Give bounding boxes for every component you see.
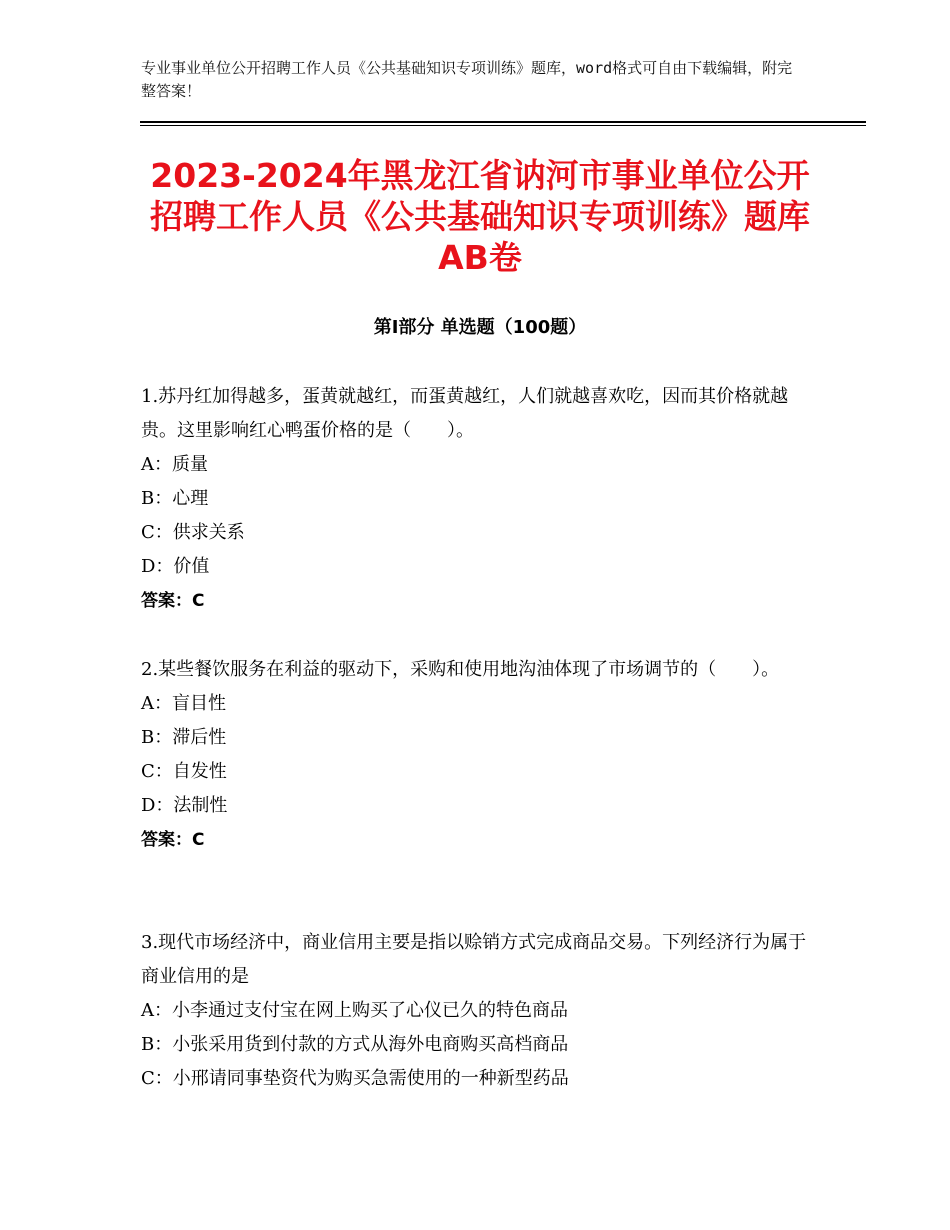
option-a: A：质量 xyxy=(141,454,208,475)
header-note: 专业事业单位公开招聘工作人员《公共基础知识专项训练》题库，word格式可自由下载编辑，附完整答案！ xyxy=(141,59,793,100)
document-title: 2023-2024年黑龙江省讷河市事业单位公开招聘工作人员《公共基础知识专项训练》题库AB卷 xyxy=(150,156,810,277)
header-divider-thick xyxy=(140,121,866,123)
answer: 答案：C xyxy=(141,830,205,850)
question-stem: 3.现代市场经济中，商业信用主要是指以赊销方式完成商品交易。下列经济行为属于商业信用的是 xyxy=(141,932,807,987)
question-1 xyxy=(141,380,821,618)
option-c: C：小邢请同事垫资代为购买急需使用的一种新型药品 xyxy=(141,1068,569,1089)
question-stem: 2.某些餐饮服务在利益的驱动下，采购和使用地沟油体现了市场调节的（ ）。 xyxy=(141,659,780,680)
question-2 xyxy=(141,653,821,857)
option-a: A：盲目性 xyxy=(141,693,226,714)
option-b: B：滞后性 xyxy=(141,727,227,748)
question-stem: 1.苏丹红加得越多，蛋黄就越红，而蛋黄越红，人们就越喜欢吃，因而其价格就越贵。这里影响红心鸭蛋价格的是（ ）。 xyxy=(141,386,789,441)
option-d: D：法制性 xyxy=(141,795,228,816)
option-b: B：心理 xyxy=(141,488,209,509)
option-c: C：自发性 xyxy=(141,761,227,782)
question-3 xyxy=(141,926,821,1096)
option-c: C：供求关系 xyxy=(141,522,245,543)
header-divider-thin xyxy=(140,125,866,126)
section-title: 第I部分 单选题（100题） xyxy=(373,317,587,338)
option-b: B：小张采用货到付款的方式从海外电商购买高档商品 xyxy=(141,1034,569,1055)
option-a: A：小李通过支付宝在网上购买了心仪已久的特色商品 xyxy=(141,1000,568,1021)
option-d: D：价值 xyxy=(141,556,210,577)
answer: 答案：C xyxy=(141,591,205,611)
